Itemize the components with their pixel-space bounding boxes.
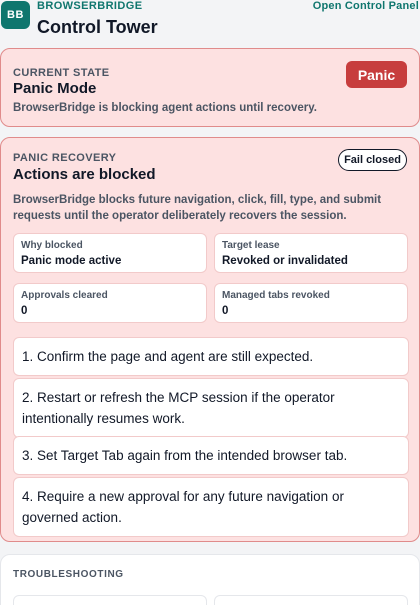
fact-value: 0 (222, 305, 229, 317)
current-state-description: BrowserBridge is blocking agent actions until recovery. (13, 102, 317, 114)
troubleshooting-item (214, 595, 408, 605)
fail-closed-badge: Fail closed (338, 149, 407, 171)
brand-name: BROWSERBRIDGE (37, 0, 143, 12)
fact-why-blocked (13, 233, 207, 273)
recovery-step-2: 2. Restart or refresh the MCP session if the operator intentionally resumes work. (13, 378, 409, 438)
open-control-panel-link[interactable]: Open Control Panel (312, 0, 419, 12)
panic-status-badge: Panic (346, 61, 407, 88)
fact-approvals-cleared (13, 283, 207, 323)
fact-value: 0 (21, 305, 28, 317)
fact-managed-tabs-revoked (214, 283, 408, 323)
fact-label: Managed tabs revoked (222, 290, 330, 301)
panic-recovery-title: Actions are blocked (13, 166, 156, 183)
panic-recovery-description: BrowserBridge blocks future navigation, click, fill, type, and submit requests until the operator deliberately recovers the session. (13, 194, 382, 222)
troubleshooting-card (0, 554, 420, 605)
fact-value: Panic mode active (21, 255, 122, 267)
panic-recovery-card (0, 137, 420, 542)
fact-label: Why blocked (21, 240, 83, 251)
fact-label: Target lease (222, 240, 280, 251)
panic-recovery-kicker: PANIC RECOVERY (13, 152, 117, 164)
troubleshooting-item (13, 595, 207, 605)
current-state-kicker: CURRENT STATE (13, 67, 110, 79)
fact-value: Revoked or invalidated (222, 255, 348, 267)
current-state-card (0, 48, 420, 127)
fact-label: Approvals cleared (21, 290, 108, 301)
recovery-step-4: 4. Require a new approval for any future navigation or governed action. (13, 477, 409, 537)
fact-target-lease (214, 233, 408, 273)
header (0, 0, 420, 46)
troubleshooting-kicker: TROUBLESHOOTING (13, 569, 124, 580)
app-logo: BB (1, 1, 30, 29)
page-title: Control Tower (37, 17, 158, 37)
recovery-step-1: 1. Confirm the page and agent are still expected. (13, 337, 409, 376)
recovery-step-3: 3. Set Target Tab again from the intended browser tab. (13, 436, 409, 475)
current-state-title: Panic Mode (13, 80, 97, 97)
